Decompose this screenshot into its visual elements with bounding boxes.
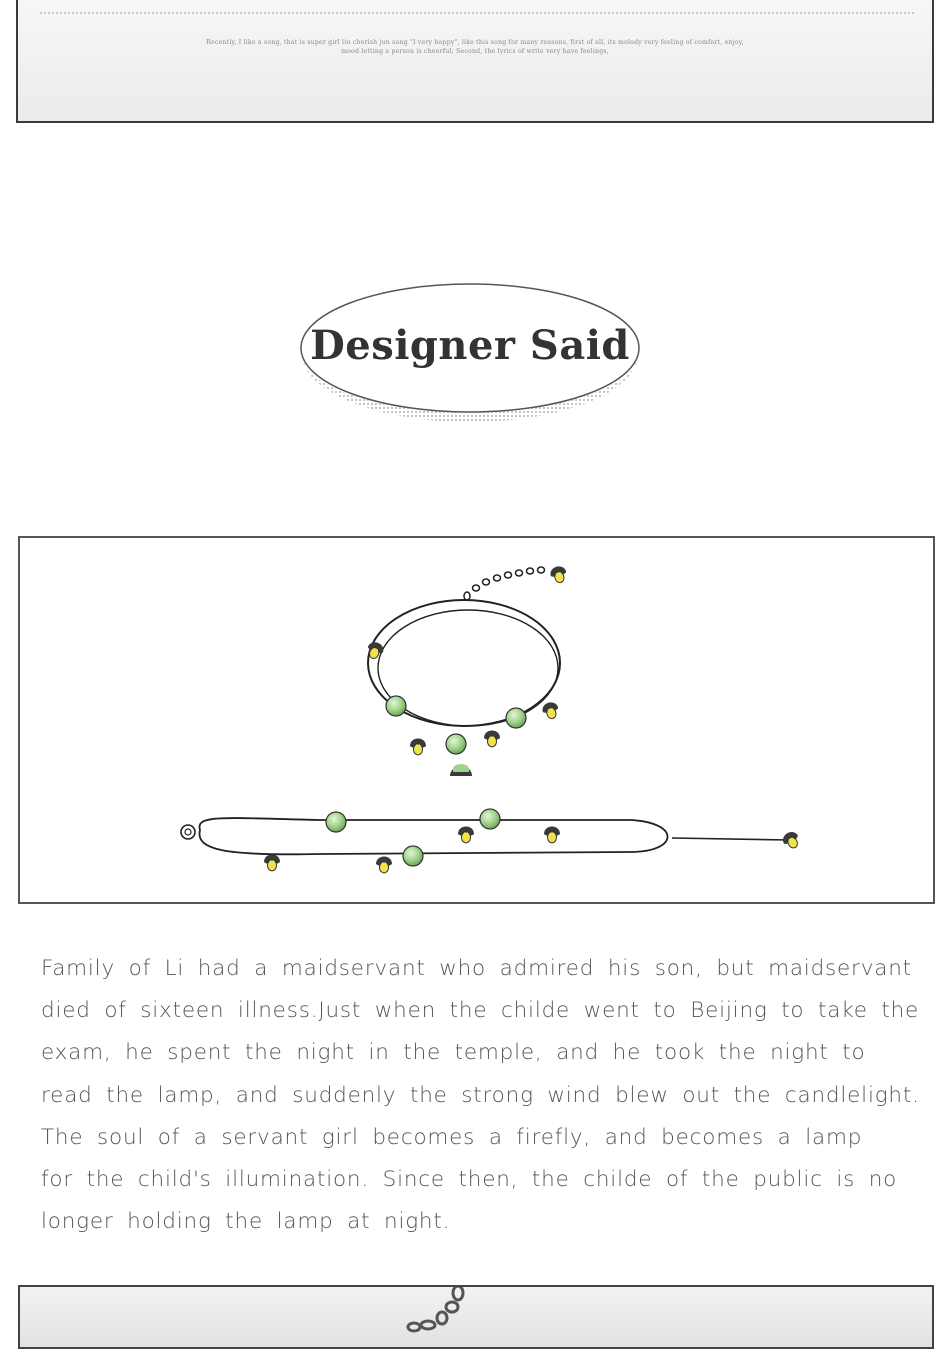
flat-chain — [181, 809, 802, 873]
story-line-4: read the lamp, and suddenly the strong wind blew out the candlelight. — [41, 1082, 920, 1108]
story-line-1: Family of Li had a maidservant who admired his son, but maidservant — [41, 956, 912, 981]
chain-photo-icon — [20, 1287, 932, 1347]
story-line-6: for the child's illumination. Since then, the childe of the public is no — [41, 1167, 898, 1193]
section-title: Designer Said — [310, 322, 630, 369]
story-line-2: died of sixteen illness.Just when the childe went to Beijing to take the — [41, 998, 920, 1024]
dotted-divider — [40, 12, 914, 14]
design-sketch-panel — [18, 536, 935, 904]
story-line-7: longer holding the lamp at night. — [41, 1209, 451, 1235]
designer-story — [41, 948, 926, 1243]
intro-panel — [16, 0, 934, 123]
story-line-5: The soul of a servant girl becomes a firefly, and becomes a lamp — [41, 1124, 863, 1150]
round-bracelet — [365, 565, 569, 776]
intro-text: Recently, I like a song, that is super girl liu cherish jun sang "I very happy", like this song for many reasons, first of all, its melody very feeling of comfort, enjoy, mood letting a person is cheerful; Second, the lyrics of write very have feelings, — [206, 39, 744, 55]
story-line-3: exam, he spent the night in the temple, and he took the night to — [41, 1040, 866, 1066]
section-title-badge — [298, 282, 642, 430]
firefly-bracelet-sketch — [20, 538, 933, 902]
product-photo — [18, 1285, 934, 1349]
